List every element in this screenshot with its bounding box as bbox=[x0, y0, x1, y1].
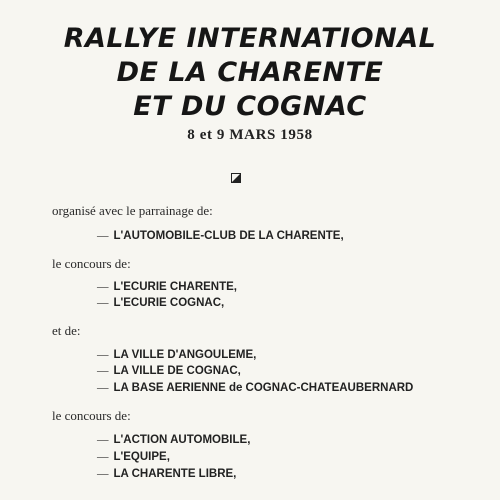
list-item-label: L'ACTION AUTOMOBILE, bbox=[113, 434, 251, 446]
title-line-3: ET DU COGNAC bbox=[133, 91, 367, 122]
list-item bbox=[97, 432, 250, 448]
dash: — bbox=[97, 434, 109, 446]
list-item-label: L'AUTOMOBILE-CLUB DE LA CHARENTE, bbox=[113, 230, 344, 242]
list-item-label: LA VILLE D'ANGOULEME, bbox=[113, 349, 257, 361]
list-item bbox=[97, 279, 237, 295]
dash: — bbox=[97, 382, 109, 394]
dash: — bbox=[97, 349, 109, 361]
dash: — bbox=[97, 230, 109, 242]
title-line-1: RALLYE INTERNATIONAL bbox=[63, 23, 437, 54]
section-intro-parrainage: organisé avec le parrainage de: bbox=[52, 203, 213, 218]
dash: — bbox=[97, 365, 109, 377]
section-intro-concours-2: le concours de: bbox=[52, 408, 131, 423]
event-dates: 8 et 9 MARS 1958 bbox=[187, 127, 313, 143]
list-item bbox=[97, 380, 413, 396]
dash: — bbox=[97, 468, 109, 480]
list-item bbox=[97, 295, 224, 311]
list-item bbox=[97, 228, 344, 244]
list-item bbox=[97, 449, 170, 465]
list-item-label: LA VILLE DE COGNAC, bbox=[113, 365, 241, 377]
dash: — bbox=[97, 297, 109, 309]
list-item bbox=[97, 363, 241, 379]
list-item bbox=[97, 347, 256, 363]
list-item bbox=[97, 466, 236, 482]
section-intro-concours: le concours de: bbox=[52, 256, 131, 271]
dash: — bbox=[97, 451, 109, 463]
list-item-label: LA CHARENTE LIBRE, bbox=[113, 468, 237, 480]
list-item-label: L'EQUIPE, bbox=[113, 451, 170, 463]
list-item-label: L'ECURIE CHARENTE, bbox=[113, 281, 237, 293]
ornament-icon bbox=[231, 173, 241, 183]
list-item-label: LA BASE AERIENNE de COGNAC-CHATEAUBERNARD bbox=[113, 382, 414, 394]
dash: — bbox=[97, 281, 109, 293]
title-block bbox=[0, 22, 500, 144]
list-item-label: L'ECURIE COGNAC, bbox=[113, 297, 225, 309]
section-intro-et-de: et de: bbox=[52, 323, 81, 338]
title-line-2: DE LA CHARENTE bbox=[116, 57, 384, 88]
